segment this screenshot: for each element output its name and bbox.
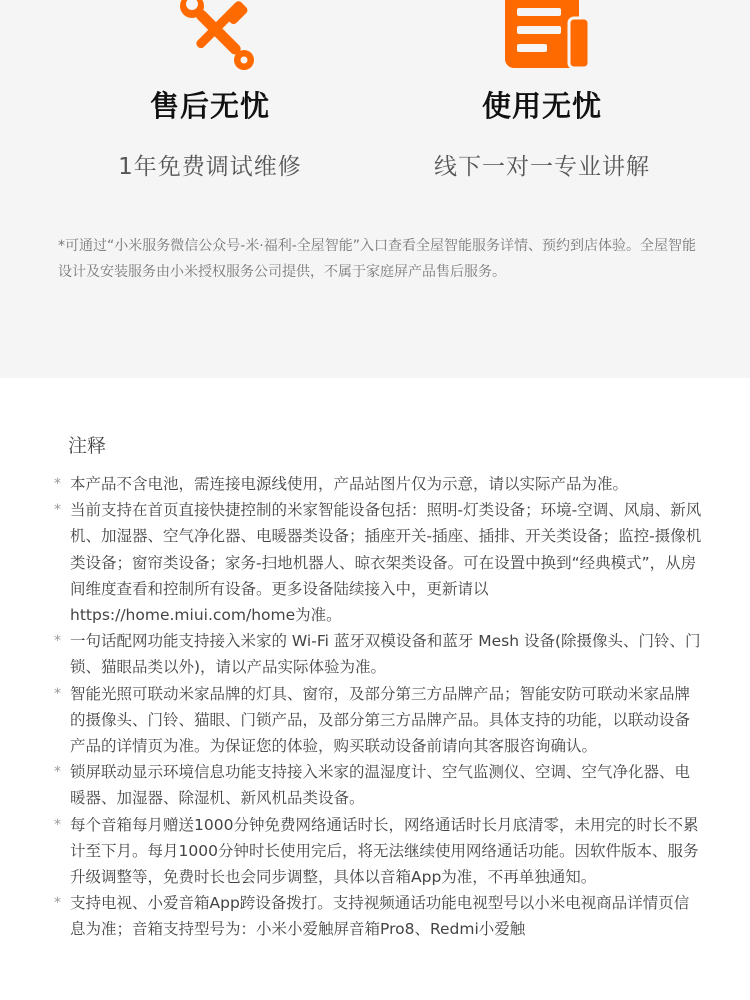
service-notice: *可通过“小米服务微信公众号-米·福利-全屋智能”入口查看全屋智能服务详情、预约到店体验。全屋智能设计及安装服务由小米授权服务公司提供，不属于家庭屏产品售后服务。 (58, 238, 697, 280)
note-text: 支持电视、小爱音箱App跨设备拨打。支持视频通话功能电视型号以小米电视商品详情页信息为准；音箱支持型号为：小米小爱触屏音箱Pro8、Redmi小爱触 (70, 894, 690, 939)
service-section (0, 0, 750, 378)
document-icon (503, 0, 593, 74)
note-item (54, 497, 704, 628)
feature-subtitle: 线下一对一专业讲解 (434, 154, 650, 180)
notes-heading: 注释 (68, 435, 107, 457)
note-text: 本产品不含电池，需连接电源线使用，产品站图片仅为示意，请以实际产品为准。 (70, 475, 629, 493)
note-star: * (54, 633, 61, 650)
note-star: * (54, 764, 61, 781)
note-item (54, 812, 704, 891)
note-star: * (54, 476, 61, 492)
note-star: * (54, 895, 61, 912)
feature-subtitle: 1年免费调试维修 (118, 154, 302, 180)
note-item (54, 471, 704, 497)
note-star: * (54, 816, 61, 833)
note-text: 锁屏联动显示环境信息功能支持接入米家的温湿度计、空气监测仪、空调、空气净化器、电暖器、加湿器、除湿机、新风机品类设备。 (70, 763, 691, 808)
note-text: 当前支持在首页直接快捷控制的米家智能设备包括：照明-灯类设备；环境-空调、风扇、新风机、加湿器、空气净化器、电暖器类设备；插座开关-插座、插排、开关类设备；监控-摄像机类设备；窗帘类设备；家务-扫地机器人、晾衣架类设备。可在设置中换到“经典模式”，从房间维度查看和控制所有设备。更多设备陆续接入中，更新请以 https://home.miui.com/home为准。 (70, 501, 702, 625)
note-item (54, 890, 704, 942)
note-text: 每个音箱每月赠送1000分钟免费网络通话时长，网络通话时长月底清零，未用完的时长不累计至下月。每月1000分钟时长使用完后，将无法继续使用网络通话功能。因软件版本、服务升级调整等，免费时长也会同步调整，具体以音箱App为准，不再单独通知。 (70, 815, 699, 887)
feature-title: 售后无忧 (149, 89, 270, 123)
note-star: * (54, 685, 61, 702)
note-item (54, 759, 704, 811)
note-text: 一句话配网功能支持接入米家的 Wi-Fi 蓝牙双模设备和蓝牙 Mesh 设备(除摄像头、门铃、门锁、猫眼品类以外)，请以产品实际体验为准。 (70, 632, 701, 677)
note-text: 智能光照可联动米家品牌的灯具、窗帘，及部分第三方品牌产品；智能安防可联动米家品牌的摄像头、门铃、猫眼、门锁产品，及部分第三方品牌产品。具体支持的功能，以联动设备产品的详情页为准。为保证您的体验，购买联动设备前请向其客服咨询确认。 (70, 684, 691, 756)
wrench-screwdriver-icon (178, 0, 258, 74)
feature-title: 使用无忧 (481, 89, 602, 123)
note-star: * (54, 502, 61, 519)
note-item (54, 628, 704, 680)
note-item (54, 681, 704, 760)
notes-section (54, 430, 704, 943)
